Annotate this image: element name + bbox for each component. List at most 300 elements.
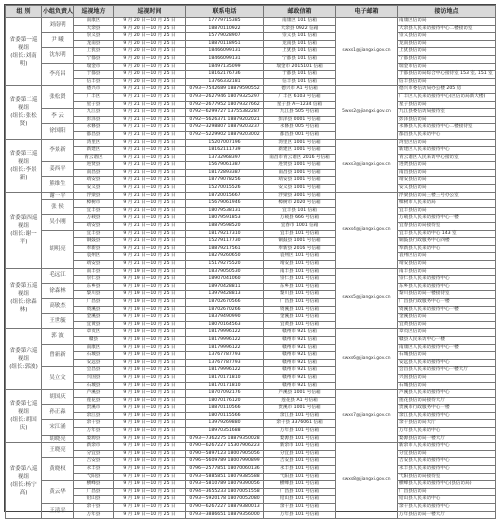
- inspected-place: 星子县: [74, 101, 114, 109]
- table-row: [6, 412, 496, 420]
- postal-mailbox: 宜丰县 101 信箱: [264, 207, 336, 215]
- contact-phone: 13767787793: [186, 359, 264, 367]
- contact-phone: 15779028907: [186, 33, 264, 41]
- leader-name: 郭 波: [42, 329, 74, 344]
- table-row: [6, 185, 496, 193]
- table-row: [6, 390, 496, 398]
- leader-name: 李亮昌: [42, 63, 74, 86]
- reception-location: 铜鼓县行政服务中心四楼: [398, 238, 496, 246]
- inspected-place: 黎川县: [74, 291, 114, 299]
- contact-phone: 18879598520: [186, 223, 264, 231]
- contact-phone: 0793—5810789 18079390056: [186, 481, 264, 489]
- leader-name: 李景新: [42, 139, 74, 162]
- inspected-place: 莲花县: [74, 397, 114, 405]
- reception-location: 湾里区信访局: [398, 139, 496, 147]
- reception-location: 德兴市委信访局办公楼 205 房: [398, 86, 496, 94]
- reception-location: 石城县信访局: [398, 352, 496, 360]
- reception-location: 赣县人民来访中心一楼: [398, 336, 496, 344]
- reception-location: 黎川县信访局一楼接待室: [398, 291, 496, 299]
- header-cell: 组 别: [6, 6, 42, 18]
- contact-phone: 18170171810: [186, 382, 264, 390]
- inspection-time: 9 月 19 日—10 月 25 日: [114, 359, 186, 367]
- table-row: [6, 504, 496, 512]
- inspection-time: 9 月 21 日—10 月 25 日: [114, 131, 186, 139]
- postal-mailbox: 袁州区 101 号信箱: [264, 253, 336, 261]
- postal-mailbox: 赣州市 921 信箱: [264, 374, 336, 382]
- table-row: [6, 109, 496, 117]
- leader-name: 王晓亮: [42, 443, 74, 458]
- reception-location: 上犹县信访局: [398, 48, 496, 56]
- inspection-time: 9 月 20 日—10 月 25 日: [114, 48, 186, 56]
- table-row: [6, 101, 496, 109]
- reception-location: 崇仁县人民来访接待中心: [398, 276, 496, 284]
- inspected-place: 南康区: [74, 344, 114, 352]
- postal-mailbox: 新余市 101 号信箱: [264, 443, 336, 451]
- table-row: [6, 71, 496, 79]
- inspected-place: 安远县: [74, 359, 114, 367]
- email-address: swxs6@jiangxi.gov.cn: [336, 329, 398, 390]
- table-row: [6, 131, 496, 139]
- email-address: swxs7@jiangxi.gov.cn: [336, 390, 398, 443]
- reception-location: 铅山县人民来访中心: [398, 496, 496, 504]
- reception-location: 金溪县信访局: [398, 314, 496, 322]
- leader-name: 沈东明: [42, 48, 74, 63]
- email-address: swxs8@jiangxi.gov.cn: [336, 443, 398, 519]
- reception-location: 南康区人民来访接待中心一楼: [398, 344, 496, 352]
- postal-mailbox: 余干县 3376061 信箱: [264, 420, 336, 428]
- postal-mailbox: 分宜县 101 号信箱: [264, 450, 336, 458]
- inspected-place: 铅山县: [74, 496, 114, 504]
- inspected-place: 章贡区: [74, 329, 114, 337]
- inspection-time: 9 月 19 日—10 月 25 日: [114, 443, 186, 451]
- group-name: 省委第六巡视组 (组长:郭波): [6, 329, 42, 390]
- table-row: [6, 306, 496, 314]
- inspected-place: 赣县: [74, 336, 114, 344]
- table-row: [6, 420, 496, 428]
- inspected-place: 樟树市: [74, 200, 114, 208]
- contact-phone: 18162176736: [186, 71, 264, 79]
- inspected-place: 铜鼓县: [74, 238, 114, 246]
- inspection-time: 9 月 20 日—10 月 25 日: [114, 25, 186, 33]
- postal-mailbox: 横峰县 101 号信箱: [264, 481, 336, 489]
- leader-name: 徐森林: [42, 283, 74, 298]
- header-cell: 电子邮箱: [336, 6, 398, 18]
- postal-mailbox: 龙南县 101 信箱: [264, 40, 336, 48]
- inspection-time: 9 月 19 日—10 月 25 日: [114, 374, 186, 382]
- table-row: [6, 139, 496, 147]
- inspected-place: 湾里区: [74, 139, 114, 147]
- contact-phone: 15679061946: [186, 200, 264, 208]
- table-row: [6, 473, 496, 481]
- contact-phone: 0793—5920178 18070052080: [186, 496, 264, 504]
- reception-location: 分宜县信访局: [398, 450, 496, 458]
- inspection-time: 9 月 21 日—10 月 25 日: [114, 154, 186, 162]
- table-row: [6, 33, 496, 41]
- contact-phone: 17779715385: [186, 18, 264, 26]
- table-row: [6, 488, 496, 496]
- leader-name: 吴立文: [42, 367, 74, 390]
- inspected-place: 余江县: [74, 412, 114, 420]
- inspected-place: 宜黄县: [74, 321, 114, 329]
- postal-mailbox: 婺源县 101 号信箱: [264, 435, 336, 443]
- inspected-place: 余干县: [74, 420, 114, 428]
- table-row: [6, 55, 496, 63]
- inspection-time: 9 月 21 日—10 月 25 日: [114, 238, 186, 246]
- contact-phone: 18970351688: [186, 428, 264, 436]
- reception-location: 婺源县信访局一楼大厅: [398, 435, 496, 443]
- table-row: [6, 374, 496, 382]
- postal-mailbox: 广丰区 6103 号信箱: [264, 93, 336, 101]
- leader-name: 王世毓: [42, 314, 74, 329]
- contact-phone: 0793—7542689 18879590552: [186, 86, 264, 94]
- inspection-time: 9 月 21 日—10 月 25 日: [114, 245, 186, 253]
- contact-phone: 18179996122: [186, 367, 264, 375]
- inspection-time: 9 月 19 日—10 月 25 日: [114, 321, 186, 329]
- inspection-time: 9 月 19 日—10 月 25 日: [114, 314, 186, 322]
- table-row: [6, 321, 496, 329]
- contact-phone: 0793—2627946 18079325297: [186, 93, 264, 101]
- table-row: [6, 223, 496, 231]
- header-row: [6, 6, 496, 18]
- reception-location: 星子县信访局: [398, 101, 496, 109]
- postal-mailbox: 赣州市 921 信箱: [264, 329, 336, 337]
- inspection-time: 9 月 19 日—10 月 25 日: [114, 344, 186, 352]
- postal-mailbox: 赣州市 921 信箱: [264, 336, 336, 344]
- table-row: [6, 359, 496, 367]
- inspected-place: 会昌县: [74, 367, 114, 375]
- postal-mailbox: 南丰县 101 号信箱: [264, 268, 336, 276]
- postal-mailbox: 星子县 A—1234 信箱: [264, 101, 336, 109]
- table-row: [6, 238, 496, 246]
- contact-phone: 0792—3298807 18879203237: [186, 124, 264, 132]
- table-row: [6, 78, 496, 86]
- postal-mailbox: 崇义县 101 信箱: [264, 33, 336, 41]
- inspected-place: 石城县: [74, 352, 114, 360]
- inspected-place: 靖安县: [74, 223, 114, 231]
- table-row: [6, 192, 496, 200]
- inspection-time: 9 月 21 日—10 月 25 日: [114, 200, 186, 208]
- postal-mailbox: 赣州市 921 信箱: [264, 344, 336, 352]
- reception-location: 宜丰县信访局: [398, 207, 496, 215]
- inspection-time: 9 月 19 日—10 月 25 日: [114, 382, 186, 390]
- inspection-time: 9 月 19 日—10 月 25 日: [114, 268, 186, 276]
- reception-location: 新建区人民来访接待中心: [398, 147, 496, 155]
- inspected-place: 浮梁县: [74, 192, 114, 200]
- postal-mailbox: 信丰县 101 信箱: [264, 78, 336, 86]
- table-row: [6, 405, 496, 413]
- table-row: [6, 283, 496, 291]
- inspection-time: 9 月 19 日—10 月 25 日: [114, 488, 186, 496]
- postal-mailbox: 莲花县 A1 号信箱: [264, 397, 336, 405]
- table-row: [6, 93, 496, 101]
- contact-phone: 0792—2677952 18079327662: [186, 101, 264, 109]
- contact-phone: 18170171810: [186, 374, 264, 382]
- contact-phone: 18870118951: [186, 40, 264, 48]
- table-row: [6, 25, 496, 33]
- reception-location: 莲花县信访局接待大厅: [398, 397, 496, 405]
- table-row: [6, 63, 496, 71]
- postal-mailbox: 铅山县 101 号信箱: [264, 496, 336, 504]
- reception-location: 大余县人民来访接待中心二楼接访室: [398, 25, 496, 33]
- postal-mailbox: 靖安县 1001 号信箱: [264, 177, 336, 185]
- contact-phone: 18179996122: [186, 329, 264, 337]
- reception-location: 会昌县人民来访接待中心一楼大厅: [398, 367, 496, 375]
- table-row: [6, 367, 496, 375]
- postal-mailbox: 南昌市青云谱区 2016 号信箱: [264, 154, 336, 162]
- contact-phone: 18870110566: [186, 405, 264, 413]
- inspection-time: 9 月 19 日—10 月 25 日: [114, 420, 186, 428]
- inspection-time: 9 月 19 日—10 月 25 日: [114, 496, 186, 504]
- inspection-schedule-table: [5, 5, 496, 519]
- postal-mailbox: 黎川县 101 号信箱: [264, 291, 336, 299]
- reception-location: 兴国县信访局: [398, 374, 496, 382]
- email-address: swxs1@jiangxi.gov.cn: [336, 18, 398, 86]
- table-row: [6, 382, 496, 390]
- postal-mailbox: 宜黄县 101 号信箱: [264, 321, 336, 329]
- group-name: 省委第四巡视组 (组长:谢一平): [6, 192, 42, 268]
- leader-name: 徐国阳: [42, 124, 74, 139]
- inspected-place: 宜丰县: [74, 230, 114, 238]
- group-name: 省委第三巡视组 (组长:李景新): [6, 139, 42, 192]
- postal-mailbox: 广昌县 101 号信箱: [264, 488, 336, 496]
- reception-location: 南丰县信访局: [398, 268, 496, 276]
- inspected-place: 靖安县: [74, 177, 114, 185]
- reception-location: 宜春县信访局接待室: [398, 223, 496, 231]
- leader-name: 吴小刚: [42, 215, 74, 230]
- reception-location: 瑞金市信访局: [398, 63, 496, 71]
- postal-mailbox: 崇仁县 101 号信箱: [264, 276, 336, 284]
- reception-location: 宜丰县人民来访中心 143 室: [398, 230, 496, 238]
- leader-name: 毛远江: [42, 268, 74, 283]
- inspected-place: 龙南县: [74, 40, 114, 48]
- table-row: [6, 336, 496, 344]
- table-row: [6, 162, 496, 170]
- header-cell: 联系电话: [186, 6, 264, 18]
- inspected-place: 余干县: [74, 504, 114, 512]
- group-name: 省委第五巡视组 (组长:徐森林): [6, 268, 42, 329]
- table-row: [6, 124, 496, 132]
- reception-location: 贵溪市行政服务中心一楼: [398, 405, 496, 413]
- reception-location: 广昌县行政服务中心一楼: [398, 298, 496, 306]
- postal-mailbox: 宜丰县 101 号信箱: [264, 230, 336, 238]
- postal-mailbox: 上犹县 101 信箱: [264, 48, 336, 56]
- inspected-place: 奉新县: [74, 245, 114, 253]
- inspection-time: 9 月 19 日—10 月 25 日: [114, 336, 186, 344]
- inspected-place: 靖安县: [74, 261, 114, 269]
- reception-location: 芦溪县人民来访接待中心: [398, 390, 496, 398]
- table-row: [6, 329, 496, 337]
- inspected-place: 瑞金市: [74, 63, 114, 71]
- reception-location: 袁州区信访局: [398, 253, 496, 261]
- inspection-time: 9 月 20 日—10 月 25 日: [114, 71, 186, 79]
- contact-phone: 0793—7362275 18879350028: [186, 435, 264, 443]
- postal-mailbox: 宁都县 101 信箱: [264, 55, 336, 63]
- inspection-time: 9 月 21 日—10 月 25 日: [114, 101, 186, 109]
- table-row: [6, 261, 496, 269]
- leader-name: 张松贤: [42, 86, 74, 109]
- reception-location: 宜黄县信访局: [398, 321, 496, 329]
- postal-mailbox: 芦溪县 1001 号信箱: [264, 390, 336, 398]
- contact-phone: 18779078256: [186, 177, 264, 185]
- email-address: 5wxs2@jiangxi.gov.cn: [336, 86, 398, 139]
- inspection-time: 9 月 21 日—10 月 25 日: [114, 192, 186, 200]
- inspection-time: 9 月 19 日—10 月 25 日: [114, 390, 186, 398]
- postal-mailbox: 万年县 101 号信箱: [264, 511, 336, 519]
- contact-phone: 18279260650: [186, 253, 264, 261]
- contact-phone: 15270015526: [186, 185, 264, 193]
- leader-name: 宋江涌: [42, 420, 74, 435]
- inspected-place: 贵溪市: [74, 405, 114, 413]
- inspection-time: 9 月 19 日—10 月 25 日: [114, 306, 186, 314]
- inspection-time: 9 月 21 日—10 月 25 日: [114, 116, 186, 124]
- table-row: [6, 314, 496, 322]
- contact-phone: 0794—3655233 18070051558: [186, 488, 264, 496]
- contact-phone: 18070164563: [186, 321, 264, 329]
- inspection-time: 9 月 19 日—10 月 25 日: [114, 405, 186, 413]
- leader-name: 李 云: [42, 109, 74, 124]
- inspection-time: 9 月 19 日—10 月 25 日: [114, 428, 186, 436]
- postal-mailbox: 余干县 101 号信箱: [264, 504, 336, 512]
- table-row: [6, 245, 496, 253]
- table-row: [6, 428, 496, 436]
- header-cell: 巡视时间: [114, 6, 186, 18]
- contact-phone: 0793—5885851 18079385588: [186, 473, 264, 481]
- reception-location: 东乡县人民来访接待中心: [398, 283, 496, 291]
- inspection-time: 9 月 19 日—10 月 25 日: [114, 283, 186, 291]
- postal-mailbox: 吉安县 101 号信箱: [264, 458, 336, 466]
- inspected-place: 广昌县: [74, 488, 114, 496]
- inspected-place: 于都县: [74, 71, 114, 79]
- reception-location: 万年县信访局一楼大厅: [398, 511, 496, 519]
- reception-location: 南昌县信访局: [398, 169, 496, 177]
- inspection-time: 9 月 21 日—10 月 25 日: [114, 223, 186, 231]
- postal-mailbox: 赣州市 921 信箱: [264, 352, 336, 360]
- table-row: [6, 496, 496, 504]
- contact-phone: 0792—5229902 18879203002: [186, 131, 264, 139]
- table-row: [6, 253, 496, 261]
- reception-location: 余干县人民来访接待中心: [398, 504, 496, 512]
- postal-mailbox: 安义县 1001 号信箱: [264, 185, 336, 193]
- inspected-place: 袁州区: [74, 253, 114, 261]
- inspection-time: 9 月 19 日—10 月 25 日: [114, 466, 186, 474]
- inspection-time: 9 月 21 日—10 月 25 日: [114, 109, 186, 117]
- postal-mailbox: 弋阳县 101 号信箱: [264, 473, 336, 481]
- postal-mailbox: 永丰县 101 号信箱: [264, 466, 336, 474]
- inspected-place: 广昌县: [74, 298, 114, 306]
- inspection-time: 9 月 19 日—10 月 25 日: [114, 291, 186, 299]
- contact-phone: 18870110922: [186, 25, 264, 33]
- table-row: [6, 344, 496, 352]
- contact-phone: 15679061387: [186, 162, 264, 170]
- postal-mailbox: 南昌县 1001 号信箱: [264, 169, 336, 177]
- contact-phone: 18179217310: [186, 230, 264, 238]
- inspected-place: 弋阳县: [74, 473, 114, 481]
- leader-name: 谢一平: [42, 192, 74, 200]
- inspection-time: 9 月 19 日—10 月 25 日: [114, 458, 186, 466]
- inspected-place: 进贤县: [74, 162, 114, 170]
- table-row: [6, 458, 496, 466]
- inspected-place: 南康区: [74, 18, 114, 26]
- contact-phone: 18970428811: [186, 283, 264, 291]
- inspected-place: 吉安县: [74, 458, 114, 466]
- reception-location: 万年县人民来访中心: [398, 428, 496, 436]
- postal-mailbox: 浮梁县 3001 号信箱: [264, 192, 336, 200]
- postal-mailbox: 樟树市 2020 号信箱: [264, 200, 336, 208]
- contact-phone: 18079591853: [186, 215, 264, 223]
- leader-name: 黄晓权: [42, 458, 74, 481]
- inspected-place: 兴国县: [74, 374, 114, 382]
- reception-location: 进贤县信访局: [398, 162, 496, 170]
- contact-phone: 15179275520: [186, 261, 264, 269]
- inspected-place: 安义县: [74, 185, 114, 193]
- inspection-time: 9 月 19 日—10 月 25 日: [114, 511, 186, 519]
- email-address: swxs3@jiangxi.gov.cn: [336, 139, 398, 192]
- contact-phone: 18070176120: [186, 397, 264, 405]
- contact-phone: 18379050530: [186, 268, 264, 276]
- table-row: [6, 435, 496, 443]
- inspected-place: 宁都县: [74, 55, 114, 63]
- inspected-place: 横峰县: [74, 481, 114, 489]
- inspection-time: 9 月 19 日—10 月 25 日: [114, 298, 186, 306]
- inspected-place: 石城县: [74, 382, 114, 390]
- table-row: [6, 397, 496, 405]
- reception-location: 九江县委信访局接待室: [398, 109, 496, 117]
- inspection-time: 9 月 19 日—10 月 25 日: [114, 473, 186, 481]
- inspection-time: 9 月 20 日—10 月 25 日: [114, 78, 186, 86]
- postal-mailbox: 大余县 0922 信箱: [264, 25, 336, 33]
- inspected-place: 新余市: [74, 443, 114, 451]
- reception-location: 龙南县信访局: [398, 40, 496, 48]
- inspected-place: 崇仁县: [74, 276, 114, 284]
- leader-name: 熊维生: [42, 177, 74, 192]
- inspected-place: 南昌县: [74, 169, 114, 177]
- contact-phone: 18702670266: [186, 306, 264, 314]
- email-address: swxs5@jiangxi.gov.cn: [336, 268, 398, 329]
- contact-phone: 13766332181: [186, 78, 264, 86]
- contact-phone: 18379490990: [186, 314, 264, 322]
- contact-phone: 18179996122: [186, 344, 264, 352]
- inspected-place: 九江县: [74, 109, 114, 117]
- inspected-place: 德兴市: [74, 86, 114, 94]
- inspection-time: 9 月 21 日—10 月 25 日: [114, 124, 186, 132]
- leader-name: 胡明亮: [42, 230, 74, 268]
- reception-location: 彭泽县信访局: [398, 116, 496, 124]
- header-cell: 邮政信箱: [264, 6, 336, 18]
- contact-phone: 0793—3886651 18879356000: [186, 511, 264, 519]
- postal-mailbox: 彭泽县 0001 号信箱: [264, 116, 336, 124]
- leader-name: 孙正淼: [42, 405, 74, 420]
- reception-location: 广昌县信访局: [398, 488, 496, 496]
- reception-location: 石城县信访局: [398, 382, 496, 390]
- inspection-time: 9 月 19 日—10 月 25 日: [114, 481, 186, 489]
- postal-mailbox: 资溪县 101 号信箱: [264, 306, 336, 314]
- postal-mailbox: 铜鼓县 1001 号信箱: [264, 238, 336, 246]
- inspection-time: 9 月 20 日—10 月 25 日: [114, 18, 186, 26]
- table-row: [6, 450, 496, 458]
- inspection-time: 9 月 21 日—10 月 25 日: [114, 207, 186, 215]
- leader-name: 王清平: [42, 504, 74, 519]
- reception-location: 永修县人民来访接待中心二楼接待室: [398, 124, 496, 132]
- postal-mailbox: 靖安县 101 号信箱: [264, 261, 336, 269]
- inspection-time: 9 月 21 日—10 月 25 日: [114, 86, 186, 94]
- table-row: [6, 298, 496, 306]
- contact-phone: 18162111739: [186, 147, 264, 155]
- reception-location: 吉安县人民来访接待中心: [398, 458, 496, 466]
- inspection-time: 9 月 19 日—10 月 25 日: [114, 352, 186, 360]
- inspected-place: 宜丰县: [74, 207, 114, 215]
- inspected-place: 大余县: [74, 25, 114, 33]
- reception-location: 章贡区信访局: [398, 329, 496, 337]
